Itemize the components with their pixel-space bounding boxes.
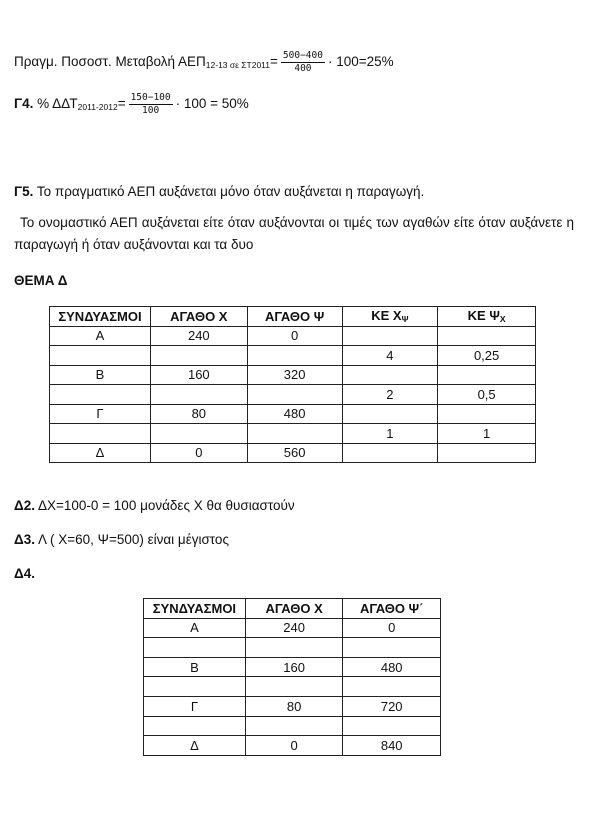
g4-denominator: 100 <box>142 105 160 116</box>
table-cell: 480 <box>343 657 441 677</box>
d3-line <box>14 532 229 547</box>
table-row <box>50 443 536 463</box>
ppm-result: · 100=25% <box>327 54 394 70</box>
table-row <box>144 696 441 716</box>
table-cell <box>343 716 441 736</box>
table-cell: 4 <box>342 346 438 366</box>
table-row <box>50 385 536 405</box>
g5-label: Γ5. <box>14 184 34 199</box>
ppm-text: Πραγμ. Ποσοστ. Μεταβολή ΑΕΠ <box>14 54 206 70</box>
table-cell <box>150 385 247 405</box>
table-cell: Δ <box>144 736 246 756</box>
table-row <box>50 404 536 424</box>
table-cell <box>343 677 441 697</box>
table-cell <box>438 365 536 385</box>
table-row <box>144 618 441 638</box>
header-combinations: ΣΥΝΔΥΑΣΜΟΙ <box>144 599 246 619</box>
table-cell: 80 <box>150 404 247 424</box>
g4-line <box>14 92 249 117</box>
g4-text: % ΔΔΤ <box>37 96 78 112</box>
d4-label: Δ4. <box>14 566 35 581</box>
table-cell <box>50 385 151 405</box>
header-oc-x-sub: Ψ <box>401 314 409 325</box>
table-row <box>144 677 441 697</box>
header-oc-y-text: ΚΕ Ψ <box>467 308 500 324</box>
table-cell: 1 <box>438 424 536 444</box>
table-cell <box>342 404 438 424</box>
table-cell <box>150 346 247 366</box>
table-row <box>144 657 441 677</box>
header-combinations: ΣΥΝΔΥΑΣΜΟΙ <box>50 307 151 327</box>
table-cell: 0 <box>150 443 247 463</box>
table-cell: Α <box>144 618 246 638</box>
table-cell: 560 <box>247 443 342 463</box>
section-heading: ΘΕΜΑ Δ <box>14 273 68 288</box>
table-cell: 240 <box>245 618 343 638</box>
table-cell <box>342 443 438 463</box>
table-header-row <box>50 307 536 327</box>
production-table <box>49 306 536 463</box>
table-cell: 240 <box>150 326 247 346</box>
table-cell <box>438 443 536 463</box>
g4-numerator: 150−100 <box>130 92 171 103</box>
header-oc-y <box>438 307 536 327</box>
header-good-x: ΑΓΑΘΟ Χ <box>245 599 343 619</box>
table-cell: 80 <box>245 696 343 716</box>
table-cell <box>144 677 246 697</box>
d3-text: Λ ( Χ=60, Ψ=500) είναι μέγιστος <box>37 532 229 547</box>
table-cell <box>150 424 247 444</box>
table-cell: Β <box>50 365 151 385</box>
table-cell <box>245 638 343 658</box>
g4-fraction <box>129 92 173 117</box>
table-cell: Γ <box>144 696 246 716</box>
g4-result: · 100 = 50% <box>175 96 249 112</box>
table-cell <box>245 677 343 697</box>
table-cell <box>245 716 343 736</box>
table-cell: Α <box>50 326 151 346</box>
table-row <box>144 638 441 658</box>
table-row <box>50 365 536 385</box>
table-cell: Β <box>144 657 246 677</box>
table-cell <box>343 638 441 658</box>
table-cell <box>247 346 342 366</box>
g4-subscript: 2011-2012 <box>77 102 118 113</box>
table-cell: 0 <box>343 618 441 638</box>
ppm-fraction <box>281 50 325 75</box>
table-cell: 720 <box>343 696 441 716</box>
table-cell: 160 <box>245 657 343 677</box>
header-oc-x <box>342 307 438 327</box>
g5-text: Το πραγματικό ΑΕΠ αυξάνεται μόνο όταν αυξάνεται η παραγωγή. <box>36 184 425 199</box>
ppm-denominator: 400 <box>294 63 312 74</box>
header-good-x: ΑΓΑΘΟ Χ <box>150 307 247 327</box>
table-row <box>50 424 536 444</box>
table-cell: 0,25 <box>438 346 536 366</box>
table-cell: 320 <box>247 365 342 385</box>
d2-label: Δ2. <box>14 498 35 513</box>
d3-label: Δ3. <box>14 532 35 547</box>
ppm-subscript: 12-13 σε ΣΤ2011 <box>205 60 271 71</box>
table-cell: Γ <box>50 404 151 424</box>
table-row <box>50 326 536 346</box>
g4-label: Γ4. <box>14 96 34 112</box>
table-cell <box>247 424 342 444</box>
table-cell <box>247 385 342 405</box>
table-row <box>144 736 441 756</box>
table-cell <box>50 424 151 444</box>
table-header-row <box>144 599 441 619</box>
ppm-line <box>14 50 394 75</box>
table-row <box>50 346 536 366</box>
d2-text: ΔΧ=100-0 = 100 μονάδες Χ θα θυσιαστούν <box>37 498 295 513</box>
table-cell <box>438 404 536 424</box>
table-cell: 0 <box>247 326 342 346</box>
g5-paragraph: Το ονομαστικό ΑΕΠ αυξάνεται είτε όταν αυξάνονται οι τιμές των αγαθών είτε όταν αυξάνετε η παραγωγή ή όταν αυξάνονται και τα δυο <box>14 215 574 252</box>
table-cell <box>438 326 536 346</box>
table-cell: 480 <box>247 404 342 424</box>
table-cell <box>50 346 151 366</box>
ppm-numerator: 500−400 <box>282 50 323 61</box>
table-cell: 0,5 <box>438 385 536 405</box>
table-cell <box>144 638 246 658</box>
table-cell <box>144 716 246 736</box>
table-cell <box>342 365 438 385</box>
header-good-y: ΑΓΑΘΟ Ψ <box>247 307 342 327</box>
new-production-table <box>143 598 441 756</box>
header-oc-y-sub: Χ <box>499 314 506 325</box>
table-cell: 840 <box>343 736 441 756</box>
d2-line <box>14 498 295 513</box>
header-good-y-prime: ΑΓΑΘΟ Ψ΄ <box>343 599 441 619</box>
table-cell: 0 <box>245 736 343 756</box>
g5-line <box>14 184 424 199</box>
g4-equals: = <box>117 96 126 112</box>
header-oc-x-text: ΚΕ Χ <box>371 308 402 324</box>
table-row <box>144 716 441 736</box>
table-cell: 160 <box>150 365 247 385</box>
table-cell <box>342 326 438 346</box>
table-cell: Δ <box>50 443 151 463</box>
table-cell: 2 <box>342 385 438 405</box>
table-cell: 1 <box>342 424 438 444</box>
ppm-equals: = <box>270 54 278 70</box>
